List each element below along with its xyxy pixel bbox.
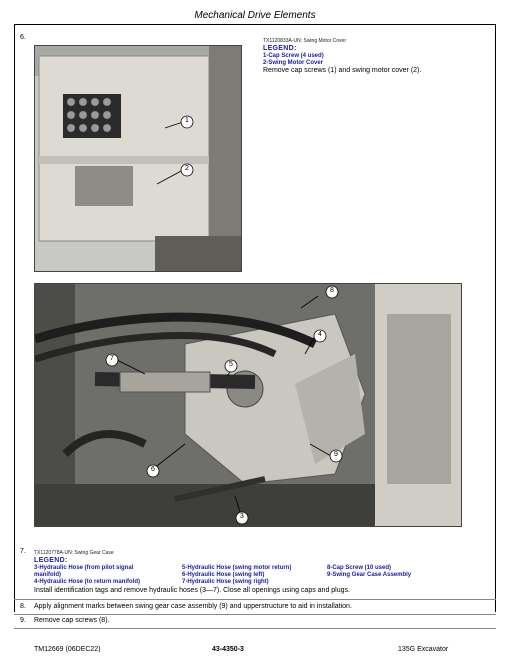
footer-manual-id: TM12669 (06DEC22): [34, 646, 101, 653]
footer-model: 135G Excavator: [398, 646, 449, 653]
step-7-legend-col1-item-1: 3-Hydraulic Hose (from pilot signal: [34, 565, 134, 571]
swing-gear-case-illustration: [35, 284, 462, 527]
step-9-number: 9.: [20, 617, 26, 624]
step-7-legend-col3-item-1: 8-Cap Screw (10 used): [327, 565, 392, 571]
callout-7-label: 7: [110, 355, 114, 362]
callout-6-label: 6: [151, 466, 155, 473]
step-6-number: 6.: [20, 34, 26, 41]
page-title: Mechanical Drive Elements: [194, 10, 316, 21]
step-7-caption-id: TX1120778A-UN: Swing Gear Case: [34, 550, 114, 556]
step-6-instruction: Remove cap screws (1) and swing motor cover (2).: [263, 67, 422, 74]
step-7-legend-col1-item-2: manifold): [34, 572, 61, 578]
step-8-number: 8.: [20, 603, 26, 610]
step-8-text: Apply alignment marks between swing gear case assembly (9) and upperstructure to aid in installation.: [34, 603, 352, 610]
callout-8-label: 8: [330, 287, 334, 294]
step-6-legend-item-2: 2-Swing Motor Cover: [263, 60, 324, 66]
callout-1-label: 1: [185, 117, 189, 124]
step-7-legend-col2-item-3: 7-Hydraulic Hose (swing right): [182, 579, 269, 585]
footer-page-number: 43-4350-3: [212, 646, 244, 653]
step-7-legend-col3-item-2: 9-Swing Gear Case Assembly: [327, 572, 412, 578]
step-6-legend-item-1: 1-Cap Screw (4 used): [263, 53, 324, 59]
divider-2: [14, 614, 496, 615]
swing-motor-cover-photo: [34, 45, 242, 272]
swing-motor-cover-illustration: [35, 46, 242, 272]
step-7-instruction: Install identification tags and remove hydraulic hoses (3—7). Close all openings using caps and plugs.: [34, 587, 350, 594]
step-7-legend-title: LEGEND:: [34, 557, 68, 564]
callout-5-label: 5: [229, 361, 233, 368]
divider-1: [14, 599, 496, 600]
divider-3: [14, 628, 496, 629]
callout-4-label: 4: [318, 331, 322, 338]
step-7-legend-col2-item-1: 5-Hydraulic Hose (swing motor return): [182, 565, 292, 571]
callout-9-label: 9: [334, 451, 338, 458]
callout-3-label: 3: [240, 513, 244, 520]
step-9-text: Remove cap screws (8).: [34, 617, 110, 624]
step-7-legend-col2-item-2: 6-Hydraulic Hose (swing left): [182, 572, 265, 578]
callout-2-label: 2: [185, 165, 189, 172]
step-6-legend-title: LEGEND:: [263, 45, 297, 52]
step-6-caption-id: TX1120833A-UN: Swing Motor Cover: [263, 38, 346, 44]
step-7-legend-col1-item-3: 4-Hydraulic Hose (to return manifold): [34, 579, 141, 585]
swing-gear-case-photo: [34, 283, 462, 527]
step-7-number: 7.: [20, 548, 26, 555]
